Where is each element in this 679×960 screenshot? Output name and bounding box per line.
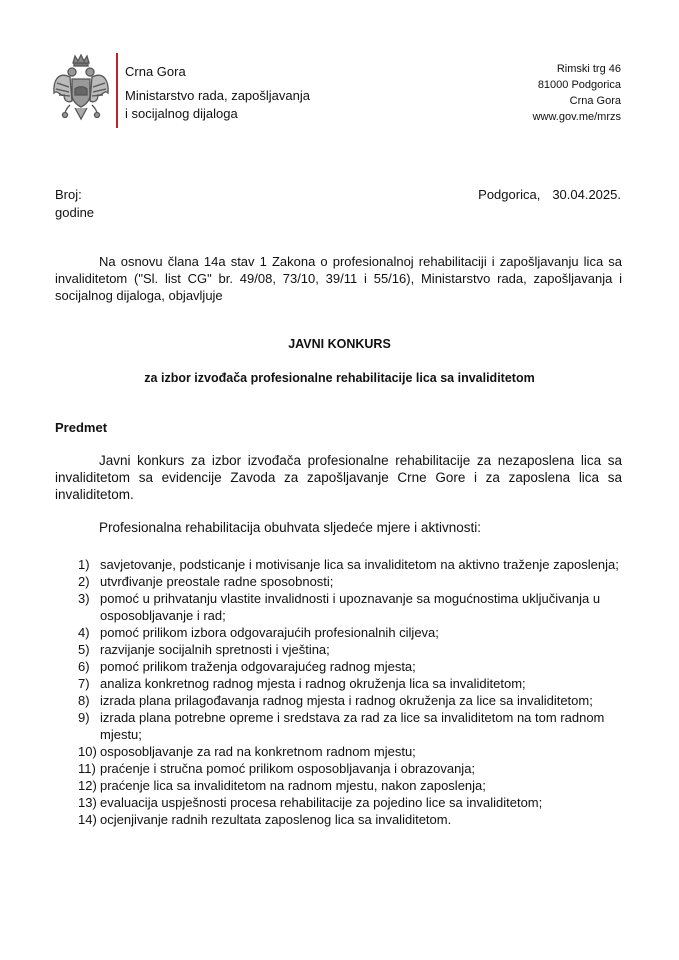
address-website: www.gov.me/mrzs: [532, 111, 621, 123]
item-number: 8): [78, 693, 90, 708]
list-item: [78, 743, 638, 760]
document-title: JAVNI KONKURS: [288, 337, 391, 351]
place-label: Podgorica,: [478, 187, 541, 202]
list-item: [78, 556, 638, 573]
item-text: savjetovanje, podsticanje i motivisanje lica sa invaliditetom na aktivno traženje zaposlenja;: [100, 557, 619, 572]
item-text: osposobljavanje za rad na konkretnom radnom mjestu;: [100, 744, 416, 759]
item-text: razvijanje socijalnih spretnosti i vještina;: [100, 642, 330, 657]
measures-intro: Profesionalna rehabilitacija obuhvata sljedeće mjere i aktivnosti:: [99, 520, 481, 535]
list-item: [78, 760, 638, 777]
broj-label: Broj:: [55, 187, 82, 202]
item-number: 2): [78, 574, 90, 589]
item-text: pomoć prilikom izbora odgovarajućih profesionalnih ciljeva;: [100, 625, 439, 640]
item-text: pomoć prilikom traženja odgovarajućeg radnog mjesta;: [100, 659, 416, 674]
list-item: [78, 658, 638, 675]
document-subtitle: za izbor izvođača profesionalne rehabilitacije lica sa invaliditetom: [144, 371, 535, 385]
date-block: [478, 186, 621, 204]
list-item: [78, 590, 638, 624]
document-date: 30.04.2025.: [552, 187, 621, 202]
institution-block: [125, 63, 310, 123]
coat-of-arms-icon: [50, 53, 112, 127]
measures-list: [78, 556, 638, 828]
item-number: 10): [78, 744, 97, 759]
item-text: evaluacija uspješnosti procesa rehabilitacije za pojedino lice sa invaliditetom;: [100, 795, 543, 810]
section-heading: Predmet: [55, 420, 108, 435]
list-item: [78, 794, 638, 811]
country-name: Crna Gora: [125, 64, 186, 79]
item-number: 5): [78, 642, 90, 657]
list-item: [78, 641, 638, 658]
address-city: 81000 Podgorica: [537, 79, 621, 91]
item-text: praćenje i stručna pomoć prilikom osposobljavanja i obrazovanja;: [100, 761, 476, 776]
address-street: Rimski trg 46: [556, 63, 621, 75]
godine-label: godine: [55, 205, 95, 220]
item-text: analiza konkretnog radnog mjesta i radnog okruženja lica sa invaliditetom;: [100, 676, 526, 691]
list-item: [78, 675, 638, 692]
item-text: praćenje lica sa invaliditetom na radnom mjestu, nakon zaposlenja;: [100, 778, 486, 793]
list-item: [78, 709, 638, 743]
item-text: ocjenjivanje radnih rezultata zaposlenog lica sa invaliditetom.: [100, 812, 452, 827]
item-text: izrada plana prilagođavanja radnog mjesta i radnog okruženja za lice sa invaliditetom;: [100, 693, 593, 708]
address-country: Crna Gora: [569, 95, 621, 107]
item-number: 4): [78, 625, 90, 640]
item-number: 12): [78, 778, 97, 793]
reference-block: [55, 186, 94, 222]
list-item: [78, 811, 638, 828]
item-number: 1): [78, 557, 90, 572]
list-item: [78, 777, 638, 794]
list-item: [78, 573, 638, 590]
address-block: [533, 61, 621, 125]
item-number: 13): [78, 795, 97, 810]
item-text: izrada plana potrebne opreme i sredstava za rad za lice sa invaliditetom na tom radnom mjestu;: [100, 710, 605, 742]
list-item: [78, 624, 638, 641]
item-text: pomoć u prihvatanju vlastite invalidnosti i upoznavanje sa mogućnostima uključivanja u osposobljavanje i rad;: [100, 591, 601, 623]
item-number: 6): [78, 659, 90, 674]
header-divider: [116, 53, 118, 128]
subject-paragraph: Javni konkurs za izbor izvođača profesionalne rehabilitacije za nezaposlena lica sa invaliditetom sa evidencije Zavoda za zapošljavanje Crne Gore i za zaposlena lica sa invaliditetom.: [55, 453, 622, 502]
item-number: 9): [78, 710, 90, 725]
item-number: 7): [78, 676, 90, 691]
item-text: utvrđivanje preostale radne sposobnosti;: [100, 574, 334, 589]
ministry-name-line1: Ministarstvo rada, zapošljavanja: [125, 88, 310, 103]
ministry-name-line2: i socijalnog dijaloga: [125, 106, 238, 121]
item-number: 14): [78, 812, 97, 827]
item-number: 3): [78, 591, 90, 606]
item-number: 11): [78, 761, 96, 776]
intro-paragraph: Na osnovu člana 14a stav 1 Zakona o profesionalnoj rehabilitaciji i zapošljavanju lica sa invaliditetom ("Sl. list CG" br. 49/08, 73/10, 39/11 i 55/16), Ministarstvo rada, zapošljavanja i socijalnog dijaloga, objavljuje: [55, 254, 622, 303]
list-item: [78, 692, 638, 709]
